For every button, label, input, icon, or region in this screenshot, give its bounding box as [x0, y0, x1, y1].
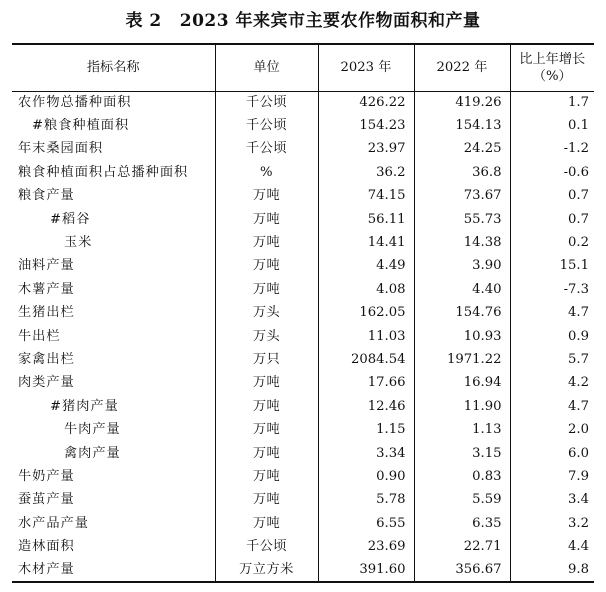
unit-cell: 万头 [215, 325, 318, 348]
value-2023: 14.41 [318, 231, 414, 254]
value-2023: 6.55 [318, 512, 414, 535]
unit-cell: 万吨 [215, 255, 318, 278]
table-row [12, 161, 594, 184]
value-change: -7.3 [510, 278, 594, 301]
indicator-name: 水产品产量 [18, 515, 89, 531]
value-change: 5.7 [510, 348, 594, 371]
table-row [12, 535, 594, 558]
table-row [12, 302, 594, 325]
value-change: 9.8 [510, 559, 594, 582]
header-change-line1: 比上年增长 [519, 51, 586, 67]
value-change: 3.4 [510, 489, 594, 512]
value-change: 0.1 [510, 114, 594, 137]
table-row [12, 372, 594, 395]
table-row [12, 231, 594, 254]
value-change: 7.9 [510, 465, 594, 488]
table-row [12, 489, 594, 512]
value-2022: 4.40 [414, 278, 510, 301]
value-2022: 419.26 [414, 91, 510, 114]
value-change: 1.7 [510, 91, 594, 114]
unit-cell: 万吨 [215, 512, 318, 535]
table-row [12, 114, 594, 137]
table-row [12, 442, 594, 465]
value-2023: 4.49 [318, 255, 414, 278]
table-row [12, 255, 594, 278]
value-2023: 74.15 [318, 185, 414, 208]
value-2022: 3.15 [414, 442, 510, 465]
value-change: -0.6 [510, 161, 594, 184]
value-2023: 426.22 [318, 91, 414, 114]
value-change: 6.0 [510, 442, 594, 465]
unit-cell: 万吨 [215, 465, 318, 488]
value-2023: 4.08 [318, 278, 414, 301]
table-row [12, 465, 594, 488]
unit-cell: 万吨 [215, 489, 318, 512]
unit-cell: 万吨 [215, 442, 318, 465]
value-2023: 17.66 [318, 372, 414, 395]
value-change: 4.7 [510, 302, 594, 325]
unit-cell: 万吨 [215, 395, 318, 418]
header-unit: 单位 [215, 44, 318, 91]
value-2023: 154.23 [318, 114, 414, 137]
value-2023: 391.60 [318, 559, 414, 582]
table-title [0, 6, 606, 31]
value-2022: 1.13 [414, 418, 510, 441]
value-2022: 24.25 [414, 138, 510, 161]
value-2023: 1.15 [318, 418, 414, 441]
table-row [12, 559, 594, 582]
value-change: 0.7 [510, 208, 594, 231]
unit-cell: 万吨 [215, 372, 318, 395]
indicator-name: 造林面积 [18, 539, 75, 555]
table-row [12, 418, 594, 441]
unit-cell: 万头 [215, 302, 318, 325]
value-2022: 154.13 [414, 114, 510, 137]
value-2022: 14.38 [414, 231, 510, 254]
value-2022: 73.67 [414, 185, 510, 208]
value-change: 0.2 [510, 231, 594, 254]
value-change: 2.0 [510, 418, 594, 441]
header-row [12, 44, 594, 91]
value-2022: 1971.22 [414, 348, 510, 371]
table-row [12, 395, 594, 418]
table-row [12, 208, 594, 231]
unit-cell: 万只 [215, 348, 318, 371]
value-change: 4.7 [510, 395, 594, 418]
value-2022: 3.90 [414, 255, 510, 278]
table-row [12, 185, 594, 208]
value-change: 4.4 [510, 535, 594, 558]
value-change: 3.2 [510, 512, 594, 535]
value-2023: 56.11 [318, 208, 414, 231]
indicator-name: 牛出栏 [18, 328, 61, 344]
indicator-name: 农作物总播种面积 [18, 94, 132, 110]
unit-cell: 千公顷 [215, 114, 318, 137]
value-2022: 5.59 [414, 489, 510, 512]
unit-cell: 万吨 [215, 231, 318, 254]
header-indicator: 指标名称 [12, 44, 215, 91]
indicator-name: 粮食种植面积占总播种面积 [18, 164, 189, 180]
indicator-name: 家禽出栏 [18, 351, 75, 367]
table-title-text: 2023 年来宾市主要农作物面积和产量 [179, 11, 481, 31]
value-2022: 6.35 [414, 512, 510, 535]
value-2023: 12.46 [318, 395, 414, 418]
table-row [12, 512, 594, 535]
indicator-name: 牛奶产量 [18, 468, 75, 484]
value-2023: 5.78 [318, 489, 414, 512]
value-2022: 36.8 [414, 161, 510, 184]
value-2022: 154.76 [414, 302, 510, 325]
header-2023: 2023 年 [318, 44, 414, 91]
value-2022: 11.90 [414, 395, 510, 418]
indicator-name: #稻谷 [50, 211, 91, 227]
indicator-name: #猪肉产量 [50, 398, 119, 414]
header-change [510, 44, 594, 91]
unit-cell: % [215, 161, 318, 184]
value-2022: 55.73 [414, 208, 510, 231]
header-change-line2: （%） [532, 68, 572, 84]
value-change: 4.2 [510, 372, 594, 395]
unit-cell: 千公顷 [215, 91, 318, 114]
unit-cell: 万立方米 [215, 559, 318, 582]
indicator-name: 油料产量 [18, 258, 75, 274]
indicator-name: #粮食种植面积 [32, 118, 130, 134]
value-2023: 11.03 [318, 325, 414, 348]
indicator-name: 年末桑园面积 [18, 141, 104, 157]
value-2022: 356.67 [414, 559, 510, 582]
value-2023: 23.97 [318, 138, 414, 161]
value-change: 15.1 [510, 255, 594, 278]
indicator-name: 玉米 [64, 235, 93, 251]
indicator-name: 禽肉产量 [64, 445, 121, 461]
table-row [12, 348, 594, 371]
indicator-name: 木薯产量 [18, 281, 75, 297]
indicator-name: 牛肉产量 [64, 422, 121, 438]
value-2023: 162.05 [318, 302, 414, 325]
table-row [12, 138, 594, 161]
statistics-table [12, 43, 594, 583]
indicator-name: 生猪出栏 [18, 305, 75, 321]
value-change: -1.2 [510, 138, 594, 161]
header-2022: 2022 年 [414, 44, 510, 91]
value-2023: 36.2 [318, 161, 414, 184]
table-row [12, 91, 594, 114]
unit-cell: 万吨 [215, 208, 318, 231]
unit-cell: 千公顷 [215, 535, 318, 558]
value-2022: 16.94 [414, 372, 510, 395]
value-2023: 0.90 [318, 465, 414, 488]
indicator-name: 粮食产量 [18, 188, 75, 204]
indicator-name: 蚕茧产量 [18, 492, 75, 508]
unit-cell: 万吨 [215, 418, 318, 441]
value-change: 0.7 [510, 185, 594, 208]
value-change: 0.9 [510, 325, 594, 348]
indicator-name: 木材产量 [12, 559, 215, 582]
value-2023: 3.34 [318, 442, 414, 465]
value-2023: 23.69 [318, 535, 414, 558]
unit-cell: 万吨 [215, 278, 318, 301]
indicator-name: 肉类产量 [18, 375, 75, 391]
value-2022: 0.83 [414, 465, 510, 488]
unit-cell: 万吨 [215, 185, 318, 208]
value-2022: 22.71 [414, 535, 510, 558]
table-row [12, 325, 594, 348]
value-2022: 10.93 [414, 325, 510, 348]
table-number: 表 2 [125, 11, 162, 31]
table-row [12, 278, 594, 301]
unit-cell: 千公顷 [215, 138, 318, 161]
value-2023: 2084.54 [318, 348, 414, 371]
